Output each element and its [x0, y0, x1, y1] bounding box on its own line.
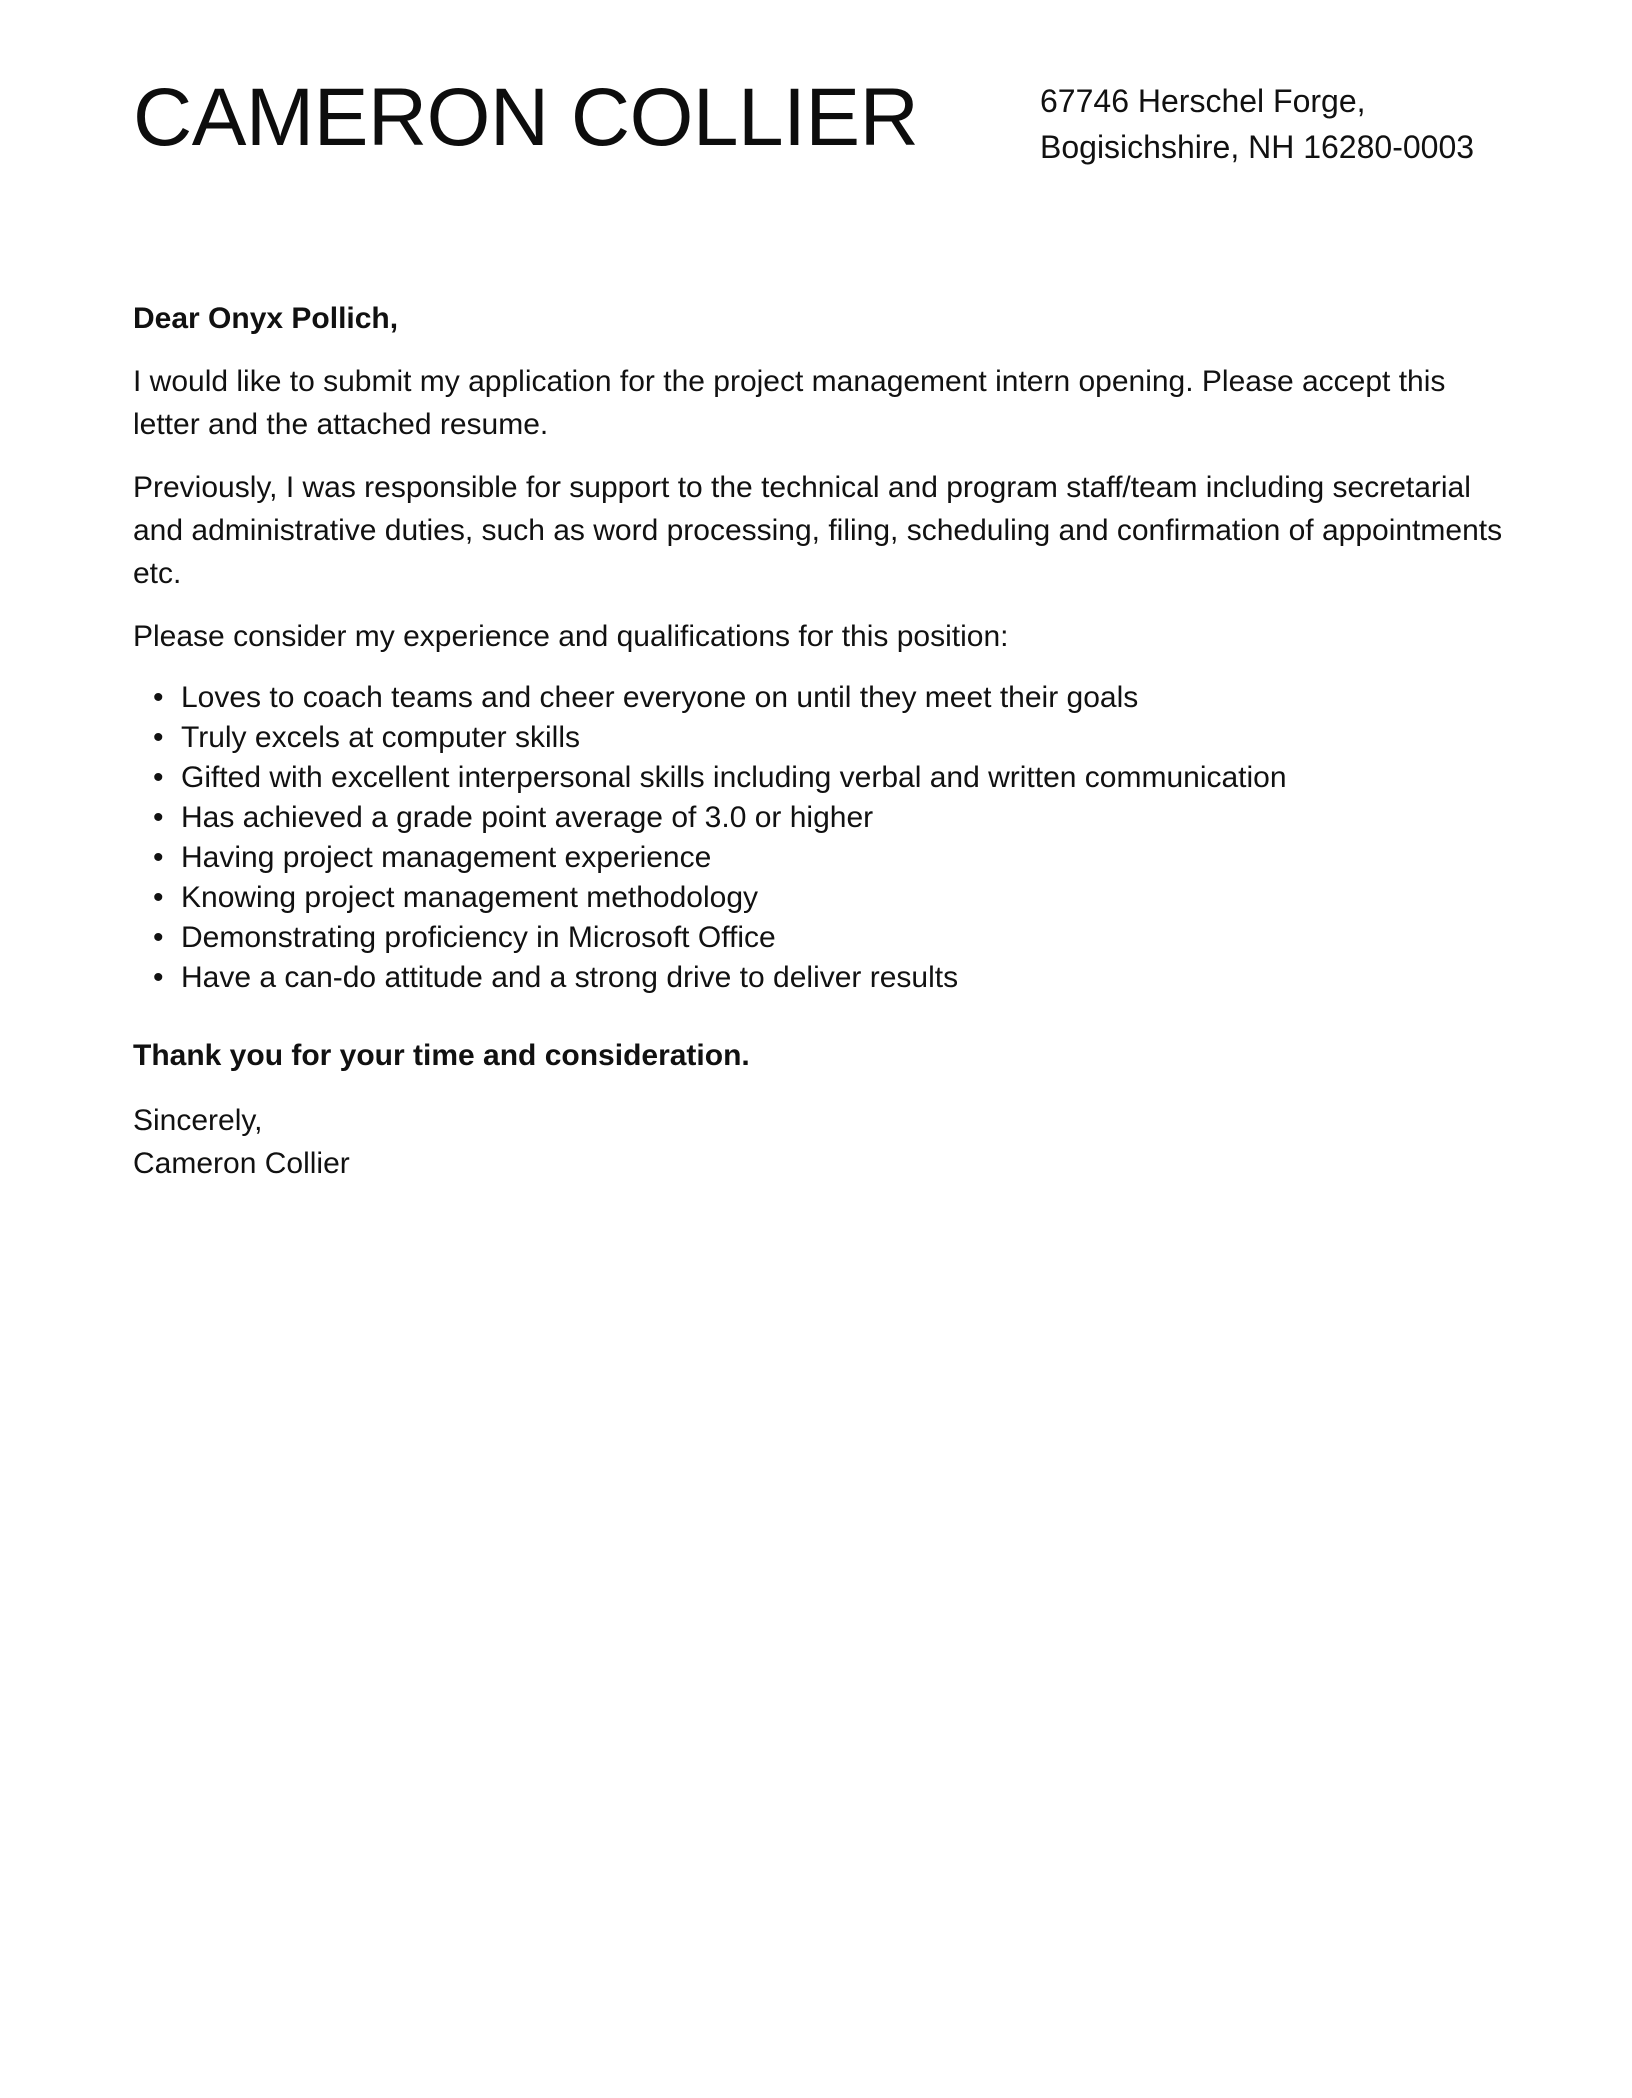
- signoff-block: [133, 1099, 1503, 1185]
- list-item-text: Loves to coach teams and cheer everyone on until they meet their goals: [181, 681, 1139, 714]
- address-line-1: 67746 Herschel Forge,: [1040, 83, 1366, 119]
- list-item: [133, 838, 1503, 878]
- letter-body: [133, 297, 1503, 1185]
- bullet-icon: •: [153, 961, 164, 994]
- thanks-line: Thank you for your time and consideration.: [133, 1039, 750, 1072]
- list-item-text: Truly excels at computer skills: [181, 721, 580, 754]
- bullet-icon: •: [153, 721, 164, 754]
- list-item-text: Has achieved a grade point average of 3.0 or higher: [181, 801, 874, 834]
- list-item: [133, 758, 1503, 798]
- list-item-text: Demonstrating proficiency in Microsoft Office: [181, 921, 776, 954]
- applicant-address: [1040, 78, 1474, 170]
- bullet-icon: •: [153, 841, 164, 874]
- address-line-2: Bogisichshire, NH 16280-0003: [1040, 129, 1475, 165]
- signature-name: Cameron Collier: [133, 1147, 350, 1180]
- list-item: [133, 878, 1503, 918]
- qualifications-list: [133, 678, 1503, 998]
- consider-paragraph: Please consider my experience and qualifications for this position:: [133, 620, 1009, 653]
- list-item: [133, 958, 1503, 998]
- list-item-text: Knowing project management methodology: [181, 881, 759, 914]
- list-item: [133, 918, 1503, 958]
- experience-paragraph: Previously, I was responsible for support to the technical and program staff/team including secretarial and administrative duties, such as word processing, filing, scheduling and confirmation of appointments etc.: [133, 471, 1503, 590]
- list-item-text: Have a can-do attitude and a strong drive to deliver results: [181, 961, 959, 994]
- bullet-icon: •: [153, 921, 164, 954]
- list-item: [133, 678, 1503, 718]
- list-item: [133, 798, 1503, 838]
- bullet-icon: •: [153, 801, 164, 834]
- list-item-text: Gifted with excellent interpersonal skills including verbal and written communication: [181, 761, 1287, 794]
- applicant-name: CAMERON COLLIER: [133, 72, 919, 163]
- bullet-icon: •: [153, 881, 164, 914]
- salutation: Dear Onyx Pollich,: [133, 302, 399, 335]
- list-item-text: Having project management experience: [181, 841, 712, 874]
- bullet-icon: •: [153, 681, 164, 714]
- signoff-text: Sincerely,: [133, 1104, 263, 1137]
- list-item: [133, 718, 1503, 758]
- intro-paragraph: I would like to submit my application for the project management intern opening. Please accept this letter and the attached resume.: [133, 365, 1446, 441]
- bullet-icon: •: [153, 761, 164, 794]
